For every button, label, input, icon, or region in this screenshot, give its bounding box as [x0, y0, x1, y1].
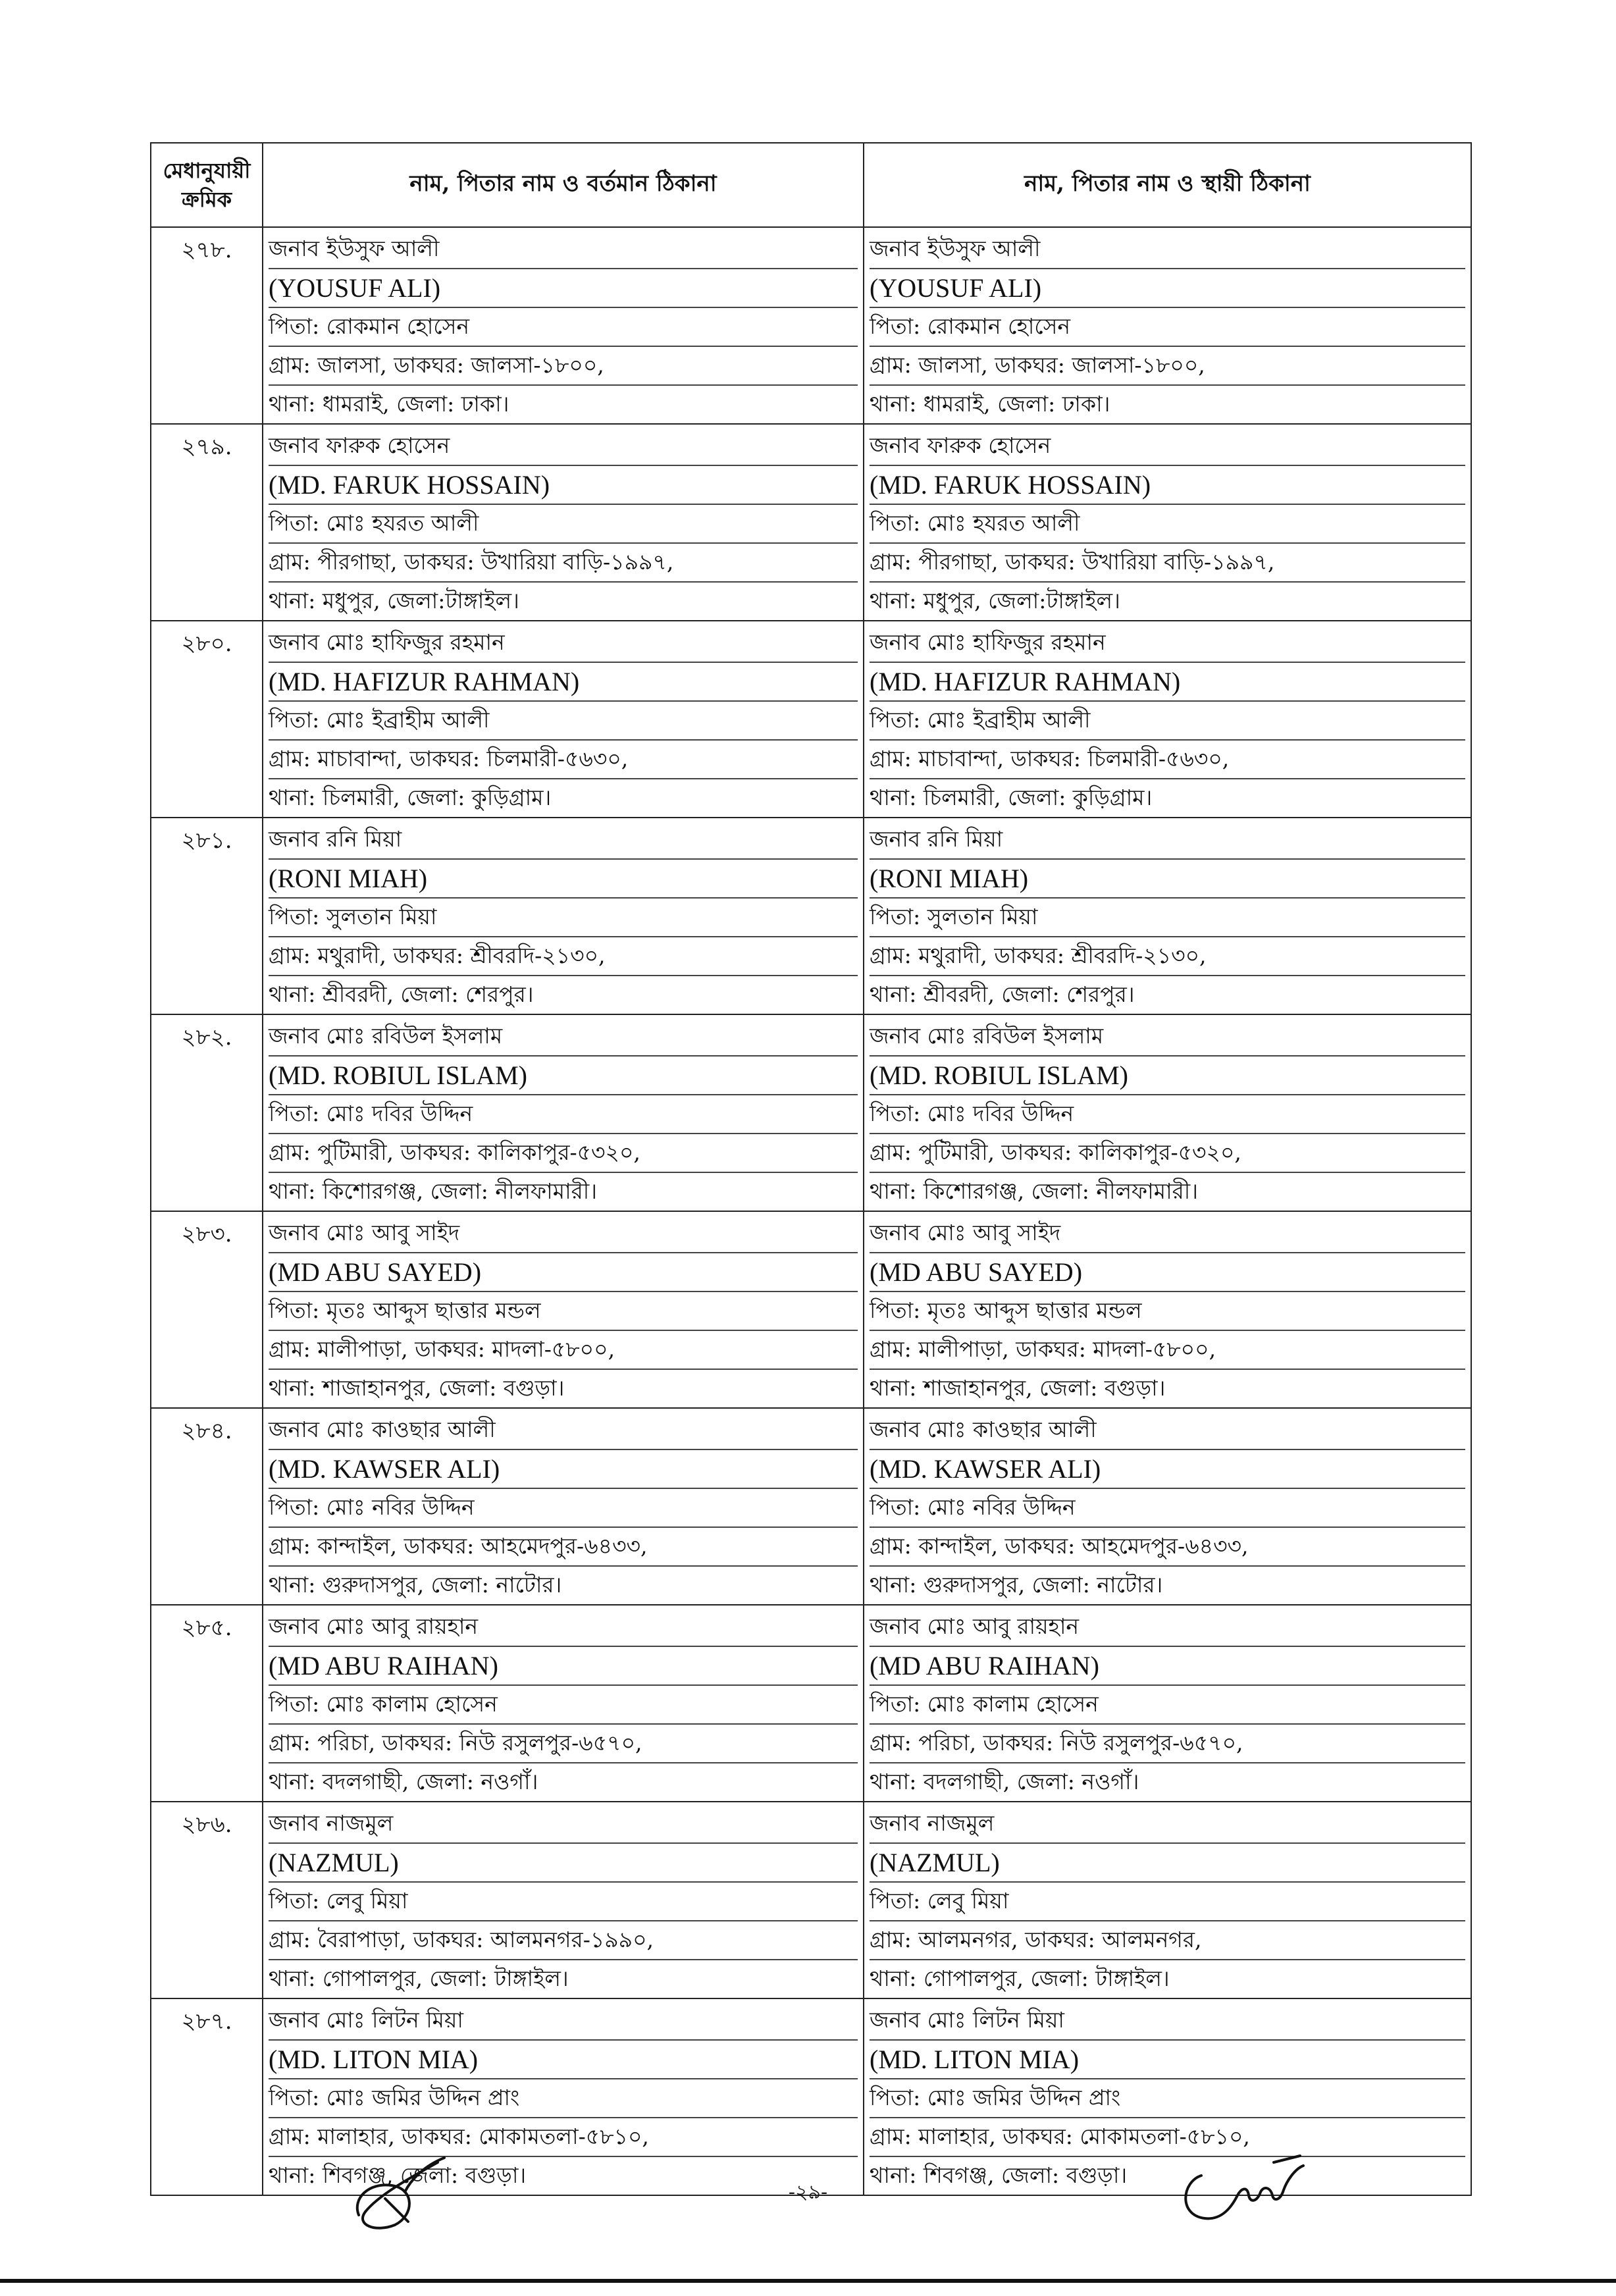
- village-post-line: গ্রাম: কান্দাইল, ডাকঘর: আহমেদপুর-৬৪৩৩,: [269, 1528, 858, 1567]
- thana-district-line: থানা: মধুপুর, জেলা:টাঙ্গাইল।: [870, 588, 1120, 613]
- permanent-address-cell: [864, 1408, 1471, 1605]
- father-name-line: পিতা: মৃতঃ আব্দুস ছাত্তার মন্ডল: [269, 1292, 858, 1331]
- village-post-line: গ্রাম: পরিচা, ডাকঘর: নিউ রসুলপুর-৬৫৭০,: [269, 1725, 858, 1763]
- english-name-line: (MD. ROBIUL ISLAM): [870, 1057, 1465, 1095]
- permanent-address-cell: [864, 1605, 1471, 1802]
- english-name-line: (RONI MIAH): [870, 860, 1465, 899]
- page-number: -২৯-: [788, 2181, 828, 2204]
- name-line: জনাব মোঃ কাওছার আলী: [269, 1411, 858, 1450]
- serial-number: ২৮২.: [151, 1014, 263, 1211]
- serial-number: ২৮৭.: [151, 1998, 263, 2195]
- name-line: জনাব মোঃ হাফিজুর রহমান: [269, 624, 858, 663]
- current-address-cell: [263, 424, 864, 621]
- thana-district-line: থানা: শ্রীবরদী, জেলা: শেরপুর।: [870, 981, 1135, 1007]
- village-post-line: গ্রাম: পুটিমারী, ডাকঘর: কালিকাপুর-৫৩২০,: [269, 1134, 858, 1173]
- name-line: জনাব রনি মিয়া: [269, 821, 858, 860]
- name-line: জনাব মোঃ কাওছার আলী: [870, 1411, 1465, 1450]
- english-name-line: (YOUSUF ALI): [870, 269, 1465, 308]
- thana-district-line: থানা: গুরুদাসপুর, জেলা: নাটোর।: [870, 1572, 1163, 1598]
- name-line: জনাব ইউসুফ আলী: [269, 230, 858, 269]
- name-line: জনাব মোঃ আবু রায়হান: [269, 1608, 858, 1647]
- thana-district-line: থানা: গোপালপুর, জেলা: টাঙ্গাইল।: [870, 1966, 1170, 1991]
- village-post-line: গ্রাম: মালাহার, ডাকঘর: মোকামতলা-৫৮১০,: [870, 2118, 1465, 2157]
- table-row: [151, 1605, 1471, 1802]
- english-name-line: (NAZMUL): [870, 1844, 1465, 1883]
- english-name-line: (MD. LITON MIA): [870, 2041, 1465, 2079]
- signature-left-icon: [346, 2152, 461, 2238]
- serial-number: ২৭৮.: [151, 227, 263, 424]
- serial-number: ২৮০.: [151, 621, 263, 818]
- village-post-line: গ্রাম: বৈরাপাড়া, ডাকঘর: আলমনগর-১৯৯০,: [269, 1921, 858, 1960]
- permanent-address-header: নাম, পিতার নাম ও স্থায়ী ঠিকানা: [864, 143, 1471, 227]
- village-post-line: গ্রাম: জালসা, ডাকঘর: জালসা-১৮০০,: [269, 347, 858, 386]
- table-row: [151, 1211, 1471, 1408]
- thana-district-line: থানা: গুরুদাসপুর, জেলা: নাটোর।: [269, 1572, 562, 1598]
- english-name-line: (MD ABU RAIHAN): [269, 1647, 858, 1686]
- father-name-line: পিতা: মৃতঃ আব্দুস ছাত্তার মন্ডল: [870, 1292, 1465, 1331]
- father-name-line: পিতা: সুলতান মিয়া: [870, 899, 1465, 937]
- serial-number: ২৮৫.: [151, 1605, 263, 1802]
- village-post-line: গ্রাম: পরিচা, ডাকঘর: নিউ রসুলপুর-৬৫৭০,: [870, 1725, 1465, 1763]
- permanent-address-cell: [864, 1802, 1471, 1998]
- name-line: জনাব মোঃ লিটন মিয়া: [269, 2002, 858, 2041]
- father-name-line: পিতা: মোঃ হযরত আলী: [269, 505, 858, 544]
- table-row: [151, 424, 1471, 621]
- name-line: জনাব মোঃ রবিউল ইসলাম: [870, 1018, 1465, 1057]
- father-name-line: পিতা: মোঃ জমির উদ্দিন প্রাং: [269, 2079, 858, 2118]
- serial-number: ২৭৯.: [151, 424, 263, 621]
- thana-district-line: থানা: কিশোরগঞ্জ, জেলা: নীলফামারী।: [269, 1178, 598, 1204]
- current-address-cell: [263, 1014, 864, 1211]
- english-name-line: (MD. ROBIUL ISLAM): [269, 1057, 858, 1095]
- father-name-line: পিতা: সুলতান মিয়া: [269, 899, 858, 937]
- current-address-header: নাম, পিতার নাম ও বর্তমান ঠিকানা: [263, 143, 864, 227]
- table-row: [151, 818, 1471, 1014]
- table-body: [151, 227, 1471, 2195]
- name-line: জনাব রনি মিয়া: [870, 821, 1465, 860]
- current-address-cell: [263, 1802, 864, 1998]
- thana-district-line: থানা: ধামরাই, জেলা: ঢাকা।: [269, 391, 509, 417]
- village-post-line: গ্রাম: আলমনগর, ডাকঘর: আলমনগর,: [870, 1921, 1465, 1960]
- father-name-line: পিতা: রোকমান হোসেন: [269, 308, 858, 347]
- table-row: [151, 1802, 1471, 1998]
- permanent-address-cell: [864, 424, 1471, 621]
- english-name-line: (MD. KAWSER ALI): [870, 1450, 1465, 1489]
- name-line: জনাব ইউসুফ আলী: [870, 230, 1465, 269]
- thana-district-line: থানা: গোপালপুর, জেলা: টাঙ্গাইল।: [269, 1966, 569, 1991]
- village-post-line: গ্রাম: মাচাবান্দা, ডাকঘর: চিলমারী-৫৬৩০,: [870, 741, 1465, 779]
- father-name-line: পিতা: মোঃ ইব্রাহীম আলী: [269, 702, 858, 741]
- father-name-line: পিতা: লেবু মিয়া: [269, 1883, 858, 1921]
- serial-number: ২৮৩.: [151, 1211, 263, 1408]
- village-post-line: গ্রাম: পীরগাছা, ডাকঘর: উখারিয়া বাড়ি-১৯৯৭,: [870, 544, 1465, 583]
- serial-number: ২৮১.: [151, 818, 263, 1014]
- father-name-line: পিতা: মোঃ নবির উদ্দিন: [269, 1489, 858, 1528]
- thana-district-line: থানা: চিলমারী, জেলা: কুড়িগ্রাম।: [269, 785, 552, 810]
- table-row: [151, 621, 1471, 818]
- thana-district-line: থানা: মধুপুর, জেলা:টাঙ্গাইল।: [269, 588, 519, 613]
- thana-district-line: থানা: শাজাহানপুর, জেলা: বগুড়া।: [870, 1375, 1166, 1401]
- permanent-address-cell: [864, 227, 1471, 424]
- bottom-rule: [0, 2279, 1616, 2283]
- current-address-cell: [263, 1605, 864, 1802]
- village-post-line: গ্রাম: পীরগাছা, ডাকঘর: উখারিয়া বাড়ি-১৯৯৭,: [269, 544, 858, 583]
- permanent-address-cell: [864, 1998, 1471, 2195]
- village-post-line: গ্রাম: মথুরাদী, ডাকঘর: শ্রীবরদি-২১৩০,: [870, 937, 1465, 976]
- permanent-address-cell: [864, 1014, 1471, 1211]
- thana-district-line: থানা: ধামরাই, জেলা: ঢাকা।: [870, 391, 1110, 417]
- village-post-line: গ্রাম: কান্দাইল, ডাকঘর: আহমেদপুর-৬৪৩৩,: [870, 1528, 1465, 1567]
- village-post-line: গ্রাম: মাচাবান্দা, ডাকঘর: চিলমারী-৫৬৩০,: [269, 741, 858, 779]
- english-name-line: (NAZMUL): [269, 1844, 858, 1883]
- name-line: জনাব মোঃ লিটন মিয়া: [870, 2002, 1465, 2041]
- father-name-line: পিতা: মোঃ ইব্রাহীম আলী: [870, 702, 1465, 741]
- name-line: জনাব ফারুক হোসেন: [269, 427, 858, 466]
- current-address-cell: [263, 621, 864, 818]
- english-name-line: (MD. LITON MIA): [269, 2041, 858, 2079]
- father-name-line: পিতা: মোঃ কালাম হোসেন: [269, 1686, 858, 1725]
- father-name-line: পিতা: মোঃ জমির উদ্দিন প্রাং: [870, 2079, 1465, 2118]
- table-header-row: [151, 143, 1471, 227]
- current-address-cell: [263, 1211, 864, 1408]
- serial-number: ২৮৪.: [151, 1408, 263, 1605]
- thana-district-line: থানা: শিবগঞ্জ, জেলা: বগুড়া।: [269, 2162, 527, 2188]
- name-line: জনাব নাজমুল: [870, 1805, 1465, 1844]
- father-name-line: পিতা: মোঃ হযরত আলী: [870, 505, 1465, 544]
- table-row: [151, 1408, 1471, 1605]
- thana-district-line: থানা: শিবগঞ্জ, জেলা: বগুড়া।: [870, 2162, 1128, 2188]
- name-line: জনাব নাজমুল: [269, 1805, 858, 1844]
- name-line: জনাব মোঃ আবু রায়হান: [870, 1608, 1465, 1647]
- village-post-line: গ্রাম: মালীপাড়া, ডাকঘর: মাদলা-৫৮০০,: [870, 1331, 1465, 1370]
- english-name-line: (MD. FARUK HOSSAIN): [269, 466, 858, 505]
- village-post-line: গ্রাম: জালসা, ডাকঘর: জালসা-১৮০০,: [870, 347, 1465, 386]
- current-address-cell: [263, 1408, 864, 1605]
- father-name-line: পিতা: মোঃ দবির উদ্দিন: [870, 1095, 1465, 1134]
- permanent-address-cell: [864, 621, 1471, 818]
- name-line: জনাব ফারুক হোসেন: [870, 427, 1465, 466]
- serial-header-line2: ক্রমিক: [181, 187, 232, 212]
- serial-header-line1: মেধানুযায়ী: [163, 158, 251, 183]
- signature-right-icon: [1175, 2149, 1313, 2231]
- father-name-line: পিতা: লেবু মিয়া: [870, 1883, 1465, 1921]
- permanent-address-cell: [864, 1211, 1471, 1408]
- father-name-line: পিতা: মোঃ কালাম হোসেন: [870, 1686, 1465, 1725]
- thana-district-line: থানা: বদলগাছী, জেলা: নওগাঁ।: [870, 1769, 1139, 1794]
- thana-district-line: থানা: শ্রীবরদী, জেলা: শেরপুর।: [269, 981, 534, 1007]
- father-name-line: পিতা: মোঃ দবির উদ্দিন: [269, 1095, 858, 1134]
- table-row: [151, 227, 1471, 424]
- name-line: জনাব মোঃ আবু সাইদ: [269, 1214, 858, 1253]
- english-name-line: (MD. HAFIZUR RAHMAN): [269, 663, 858, 702]
- thana-district-line: থানা: বদলগাছী, জেলা: নওগাঁ।: [269, 1769, 538, 1794]
- thana-district-line: থানা: কিশোরগঞ্জ, জেলা: নীলফামারী।: [870, 1178, 1199, 1204]
- current-address-cell: [263, 818, 864, 1014]
- name-line: জনাব মোঃ হাফিজুর রহমান: [870, 624, 1465, 663]
- father-name-line: পিতা: মোঃ নবির উদ্দিন: [870, 1489, 1465, 1528]
- english-name-line: (MD ABU SAYED): [269, 1253, 858, 1292]
- thana-district-line: থানা: শাজাহানপুর, জেলা: বগুড়া।: [269, 1375, 565, 1401]
- english-name-line: (RONI MIAH): [269, 860, 858, 899]
- village-post-line: গ্রাম: মথুরাদী, ডাকঘর: শ্রীবরদি-২১৩০,: [269, 937, 858, 976]
- table-row: [151, 1014, 1471, 1211]
- english-name-line: (MD. KAWSER ALI): [269, 1450, 858, 1489]
- village-post-line: গ্রাম: মালীপাড়া, ডাকঘর: মাদলা-৫৮০০,: [269, 1331, 858, 1370]
- village-post-line: গ্রাম: পুটিমারী, ডাকঘর: কালিকাপুর-৫৩২০,: [870, 1134, 1465, 1173]
- merit-list-table: [150, 142, 1472, 2196]
- permanent-address-cell: [864, 818, 1471, 1014]
- serial-number: ২৮৬.: [151, 1802, 263, 1998]
- english-name-line: (MD. FARUK HOSSAIN): [870, 466, 1465, 505]
- english-name-line: (YOUSUF ALI): [269, 269, 858, 308]
- current-address-cell: [263, 227, 864, 424]
- english-name-line: (MD ABU RAIHAN): [870, 1647, 1465, 1686]
- english-name-line: (MD. HAFIZUR RAHMAN): [870, 663, 1465, 702]
- village-post-line: গ্রাম: মালাহার, ডাকঘর: মোকামতলা-৫৮১০,: [269, 2118, 858, 2157]
- father-name-line: পিতা: রোকমান হোসেন: [870, 308, 1465, 347]
- name-line: জনাব মোঃ রবিউল ইসলাম: [269, 1018, 858, 1057]
- name-line: জনাব মোঃ আবু সাইদ: [870, 1214, 1465, 1253]
- english-name-line: (MD ABU SAYED): [870, 1253, 1465, 1292]
- serial-header: [151, 143, 263, 227]
- thana-district-line: থানা: চিলমারী, জেলা: কুড়িগ্রাম।: [870, 785, 1153, 810]
